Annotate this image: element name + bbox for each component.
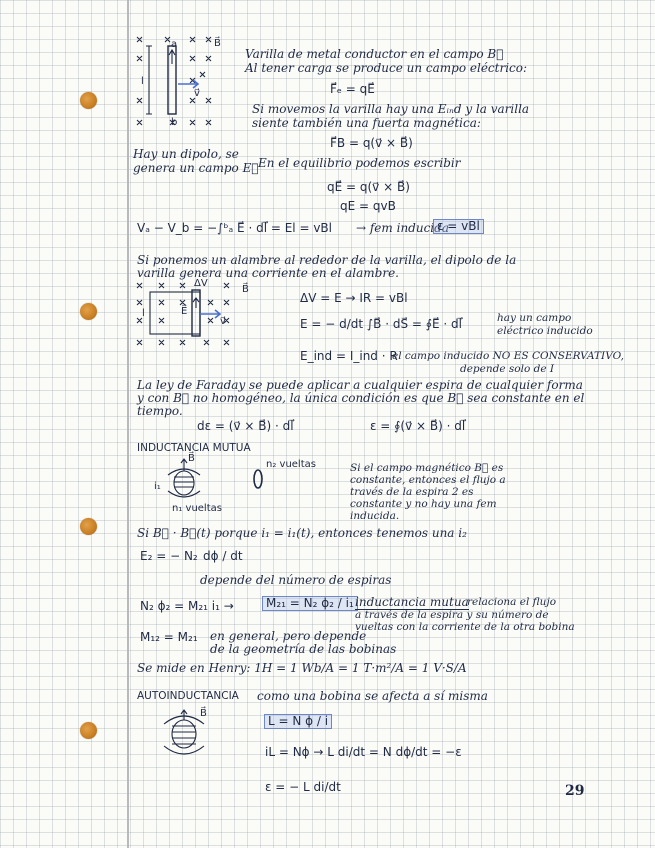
note-ind-2: depende solo de I <box>460 363 555 375</box>
binder-hole <box>80 303 97 320</box>
general-1: en general, pero depende <box>210 629 367 643</box>
note-e-2: eléctrico inducido <box>497 325 593 337</box>
wire-loop-diagram <box>134 280 264 352</box>
self-heading: AUTOINDUCTANCIA <box>137 690 239 702</box>
mutual-note-1: Si el campo magnético B⃗ es <box>350 462 504 474</box>
m21-box: M₂₁ = N₂ ϕ₂ / i₁ <box>262 596 358 611</box>
faraday-text-2: y con B⃗ no homogéneo, la única condición es que B⃗ sea constante en el <box>137 391 585 405</box>
mutual-if-line: Si B⃗ · B⃗(t) porque i₁ = i₁(t), entonces tenemos una i₂ <box>137 526 467 540</box>
binder-hole <box>80 92 97 109</box>
eq-e-flux: E = − d/dt ∫B⃗ · dS⃗ = ∮E⃗ · dl⃗ <box>300 317 463 331</box>
wire-text-2: varilla genera una corriente en el alambre. <box>137 266 399 280</box>
general-2: de la geometría de las bobinas <box>210 642 397 656</box>
rod-text-2: Al tener carga se produce un campo eléctrico: <box>245 61 528 75</box>
note-ind-1: el campo inducido NO ES CONSERVATIVO, <box>392 350 624 362</box>
note-e-1: hay un campo <box>497 312 572 324</box>
eq-eind: E_ind = I_ind · R <box>300 349 398 363</box>
fem-box: ε = vBl <box>433 219 484 234</box>
eq-final: ε = − L di/dt <box>265 780 341 794</box>
equilibrium-text: En el equilibrio podemos escribir <box>258 156 461 170</box>
self-desc: como una bobina se afecta a sí misma <box>257 689 488 703</box>
eq-qe: qE⃗ = q(v⃗ × B⃗) <box>327 180 410 194</box>
eq-n2-phi2: N₂ ϕ₂ = M₂₁ i₁ → <box>140 599 234 613</box>
rod-text-4: siente también una fuerta magnética: <box>252 116 481 130</box>
wire-text-1: Si ponemos un alambre al rededor de la varilla, el dipolo de la <box>137 253 517 267</box>
eq-m12: M₁₂ = M₂₁ <box>140 630 198 644</box>
label-l2: l <box>142 308 145 319</box>
margin-line <box>127 0 129 848</box>
self-B-label: B⃗ <box>200 708 207 719</box>
mutual-heading: INDUCTANCIA MUTUA <box>137 442 251 454</box>
label-b: b <box>171 117 178 128</box>
coil-n2-label: n₂ vueltas <box>266 459 316 470</box>
label-v2: v⃗ <box>220 316 226 327</box>
mutual-def-2: a través de la espira y su número de <box>355 609 549 621</box>
page-number: 29 <box>565 783 585 799</box>
binder-hole <box>80 518 97 535</box>
mutual-def-3: vueltas con la corriente de la otra bobina <box>355 621 575 633</box>
mutual-coils-diagram <box>150 453 316 517</box>
label-l: l <box>141 76 144 87</box>
binder-hole <box>80 722 97 739</box>
coil-i1-label: i₁ <box>154 481 161 492</box>
label-B2: B⃗ <box>242 284 249 295</box>
mutual-note-4: constante y no hay una fem <box>350 498 497 510</box>
dipole-note-2: genera un campo E⃗ <box>133 161 259 175</box>
self-coil-diagram <box>150 706 220 756</box>
eq-il: iL = Nϕ → L di/dt = N dϕ/dt = −ε <box>265 745 462 759</box>
mutual-inductance-label: inductancia mutua <box>355 595 469 609</box>
coil-n1-label: n₁ vueltas <box>172 503 222 514</box>
depends-text: depende del número de espiras <box>200 573 392 587</box>
label-dv: ΔV <box>194 278 208 289</box>
mutual-note-3: través de la espira 2 es <box>350 486 474 498</box>
label-v: v⃗ <box>194 88 200 99</box>
label-B: B⃗ <box>214 38 221 49</box>
eq-de: dε = (v⃗ × B⃗) · dl⃗ <box>197 419 294 433</box>
eq-fb: F⃗B = q(v⃗ × B⃗) <box>330 136 413 150</box>
faraday-text-3: tiempo. <box>137 404 183 418</box>
dipole-note-1: Hay un dipolo, se <box>133 147 239 161</box>
eq-qevb: qE = qvB <box>340 199 396 213</box>
rod-in-field-diagram <box>134 34 226 134</box>
henry-units: Se mide en Henry: 1H = 1 Wb/A = 1 T·m²/A = 1 V·S/A <box>137 661 467 675</box>
eq-fe: F⃗ₑ = qE⃗ <box>330 82 375 96</box>
mutual-def-1: relaciona el flujo <box>467 596 557 608</box>
label-e: E⃗ <box>181 306 188 317</box>
rod-text-3: Si movemos la varilla hay una Eᵢₙd y la varilla <box>252 102 530 116</box>
self-l-box: L = N ϕ / i <box>264 714 332 729</box>
eq-e2-frac: dϕ / dt <box>203 549 243 563</box>
coil-B-label: B⃗ <box>188 453 195 464</box>
mutual-note-5: inducida. <box>350 510 400 522</box>
eq-e-loop: ε = ∮(v⃗ × B⃗) · dl⃗ <box>370 419 466 433</box>
eq-e2-lhs: E₂ = − N₂ <box>140 549 198 563</box>
eq-potential: Vₐ − V_b = −∫ᵇₐ E⃗ · dl⃗ = El = vBl <box>137 221 332 235</box>
faraday-text-1: La ley de Faraday se puede aplicar a cualquier espira de cualquier forma <box>137 378 583 392</box>
fem-arrow-text: → fem inducida <box>356 221 449 235</box>
rod-text-1: Varilla de metal conductor en el campo B⃗ <box>245 47 504 61</box>
eq-dv: ΔV = E → IR = vBl <box>300 291 408 305</box>
mutual-note-2: constante, entonces el flujo a <box>350 474 506 486</box>
label-a: a <box>171 39 178 50</box>
